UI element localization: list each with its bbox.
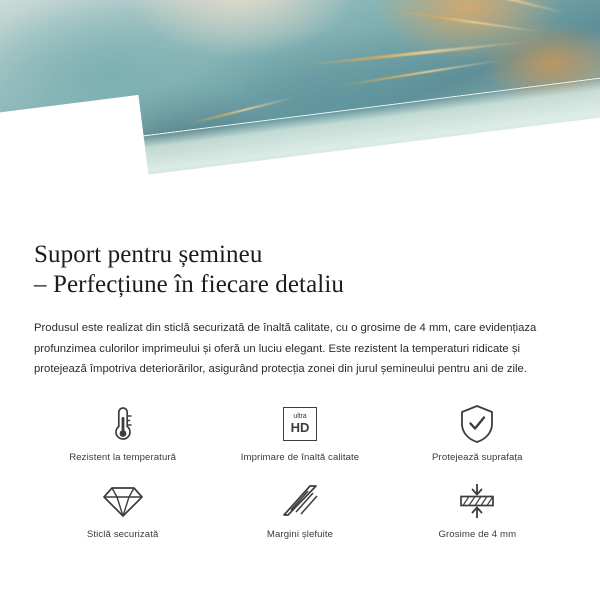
image-mask-baseline [0, 208, 600, 218]
ultra-hd-badge-top: ultra [293, 413, 307, 420]
feature-item [34, 402, 211, 463]
feature-item [211, 402, 388, 463]
polished-edges-icon [280, 479, 320, 523]
ultra-hd-icon [283, 402, 317, 446]
feature-item [34, 479, 211, 540]
hero-image [0, 0, 600, 218]
page-title-line-2: – Perfecțiune în fiecare detaliu [34, 271, 344, 298]
feature-label: Rezistent la temperatură [69, 451, 177, 463]
feature-label: Grosime de 4 mm [438, 528, 517, 540]
feature-grid [34, 402, 566, 540]
feature-item [211, 479, 388, 540]
content-area [0, 218, 600, 540]
gold-vein [331, 58, 509, 88]
shield-check-icon [458, 402, 496, 446]
ultra-hd-badge-bottom: HD [290, 420, 310, 435]
feature-label: Margini șlefuite [266, 528, 334, 540]
page-title [34, 240, 566, 300]
gold-vein [300, 40, 529, 67]
gold-vein [381, 8, 550, 34]
thermometer-icon [108, 402, 138, 446]
diamond-icon [102, 479, 144, 523]
feature-item [389, 402, 566, 463]
page-title-line-1: Suport pentru șemineu [34, 241, 263, 268]
gold-vein [422, 0, 568, 15]
thickness-icon [456, 479, 498, 523]
feature-item [389, 479, 566, 540]
feature-label: Protejează suprafața [432, 451, 523, 463]
feature-label: Sticlă securizată [86, 528, 159, 540]
feature-label: Imprimare de înaltă calitate [240, 451, 360, 463]
description-paragraph: Produsul este realizat din sticlă securizată de înaltă calitate, cu o grosime de 4 mm, care evidențiaza profunzimea culorilor imprimeului și oferă un luciu elegant. Este rezistent la temperaturi ridicate și protejează împotriva deteriorărilor, asigurând protecția zonei din jurul șemineului pentru ani de zile. [34, 322, 537, 375]
